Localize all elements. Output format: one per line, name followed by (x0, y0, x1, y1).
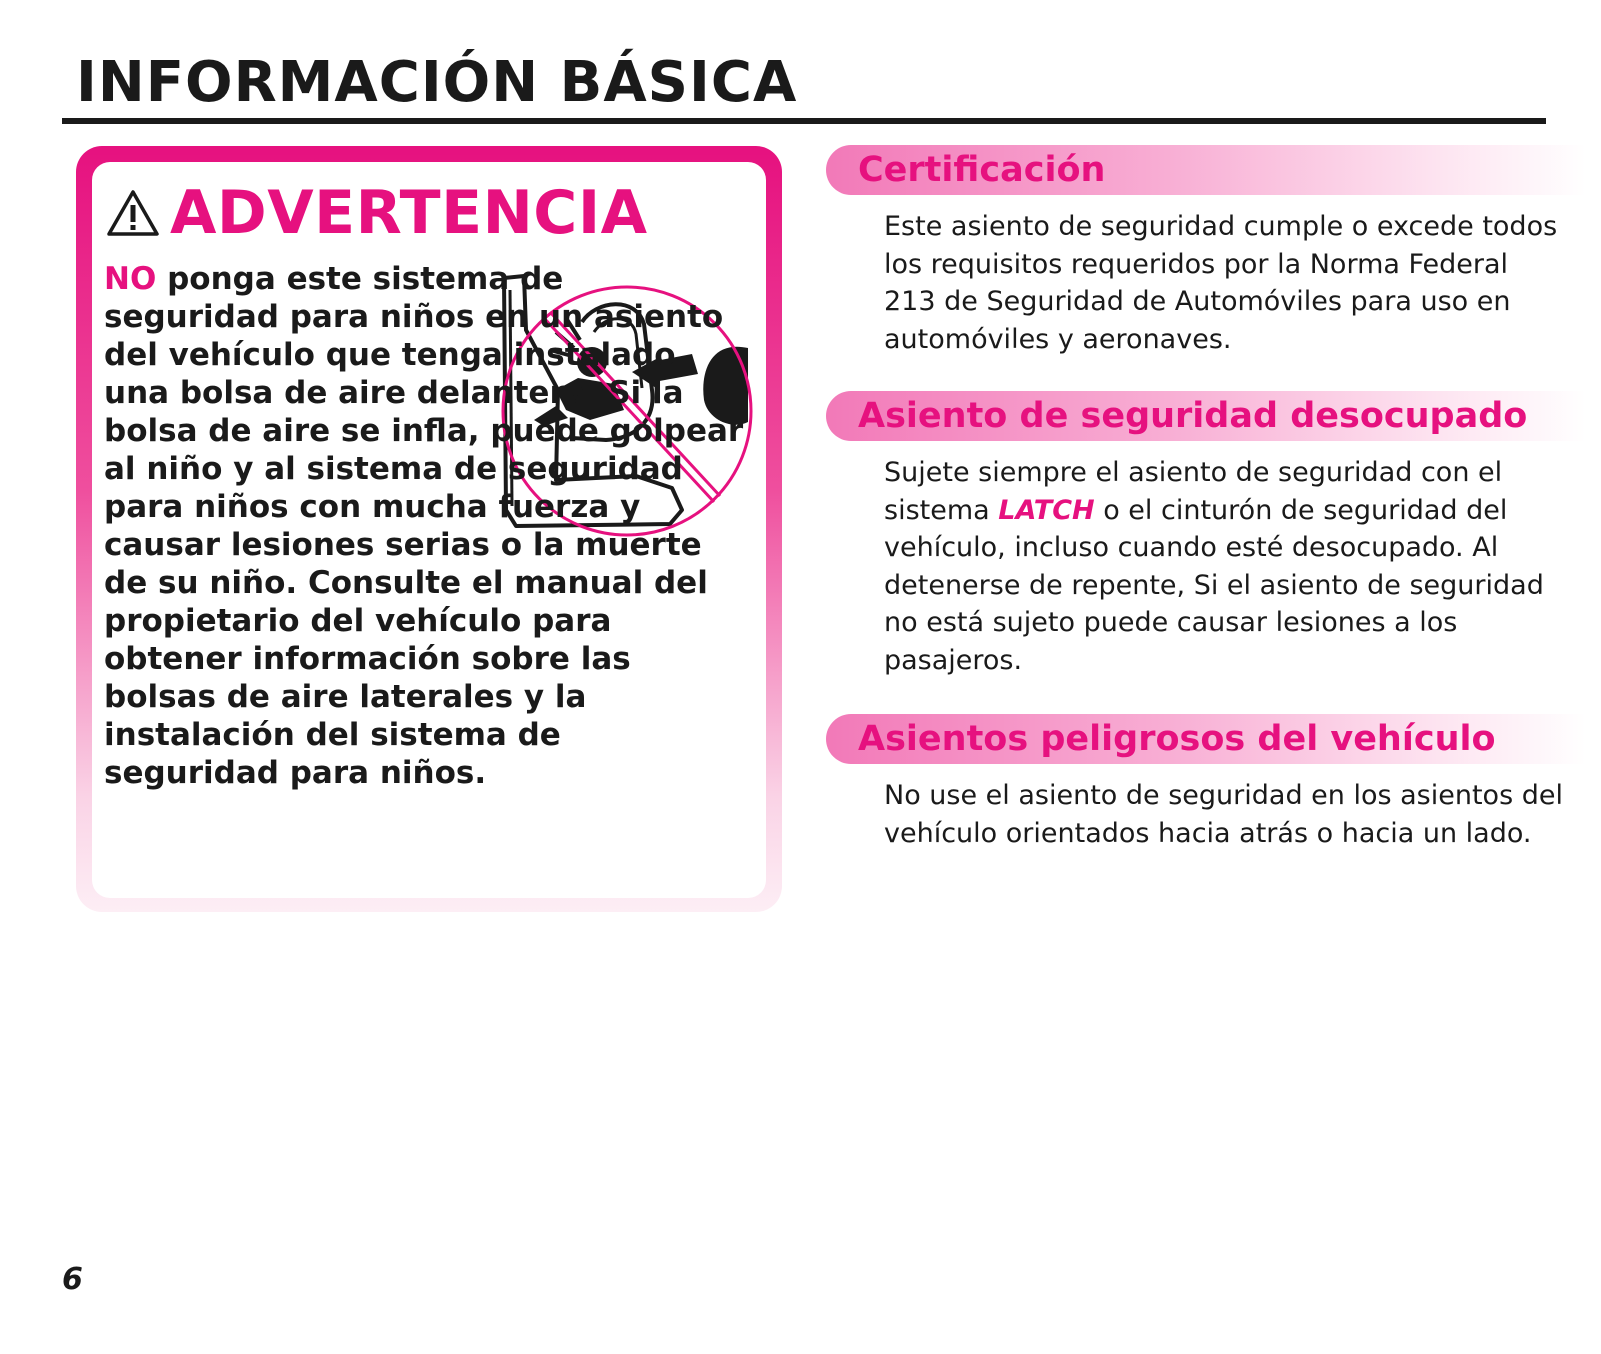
section-title: Asiento de seguridad desocupado (858, 396, 1528, 436)
warning-text (104, 260, 744, 792)
warning-triangle-icon (106, 189, 160, 237)
section-body-text: o el cinturón de seguridad del vehículo, incluso cuando esté desocupado. Al detenerse de repente, Si el asiento de seguridad no está sujeto puede causar lesiones a los pasajeros. (884, 494, 1544, 676)
section-header-certificacion (826, 145, 1586, 195)
page-title: INFORMACIÓN BÁSICA (76, 50, 798, 115)
section-body-asiento-desocupado (884, 454, 1564, 679)
warning-heading (106, 178, 648, 248)
section-header-asientos-peligrosos (826, 714, 1586, 764)
page-number: 6 (62, 1262, 83, 1297)
title-rule (62, 118, 1546, 124)
section-title: Certificación (858, 150, 1106, 190)
section-title: Asientos peligrosos del vehículo (858, 719, 1496, 759)
section-body-certificacion: Este asiento de seguridad cumple o excede todos los requisitos requeridos por la Norma Federal 213 de Seguridad de Automóviles para uso en automóviles y aeronaves. (884, 211, 1558, 355)
section-body-text: Sujete siempre el asiento de seguridad con el sistema (884, 457, 1503, 526)
warning-body: ponga este sistema de seguridad para niños en un asiento del vehículo que tenga instalado una bolsa de aire delantera. Si la bolsa de aire se infla, puede golpear al niño y al sistema de seguridad para niños con mucha fuerza y causar lesiones serias o la muerte de su niño. Consulte el manual del propietario del vehículo para obtener información sobre las bolsas de aire laterales y la instalación del sistema de seguridad para niños. (104, 261, 744, 791)
warning-box (76, 146, 782, 912)
section-body-asientos-peligrosos: No use el asiento de seguridad en los asientos del vehículo orientados hacia atrás o hacia un lado. (884, 780, 1563, 849)
warning-lead: NO (104, 261, 157, 297)
section-header-asiento-desocupado (826, 391, 1586, 441)
warning-title: ADVERTENCIA (170, 178, 648, 248)
latch-emphasis: LATCH (998, 494, 1095, 526)
warning-inner (92, 162, 766, 898)
